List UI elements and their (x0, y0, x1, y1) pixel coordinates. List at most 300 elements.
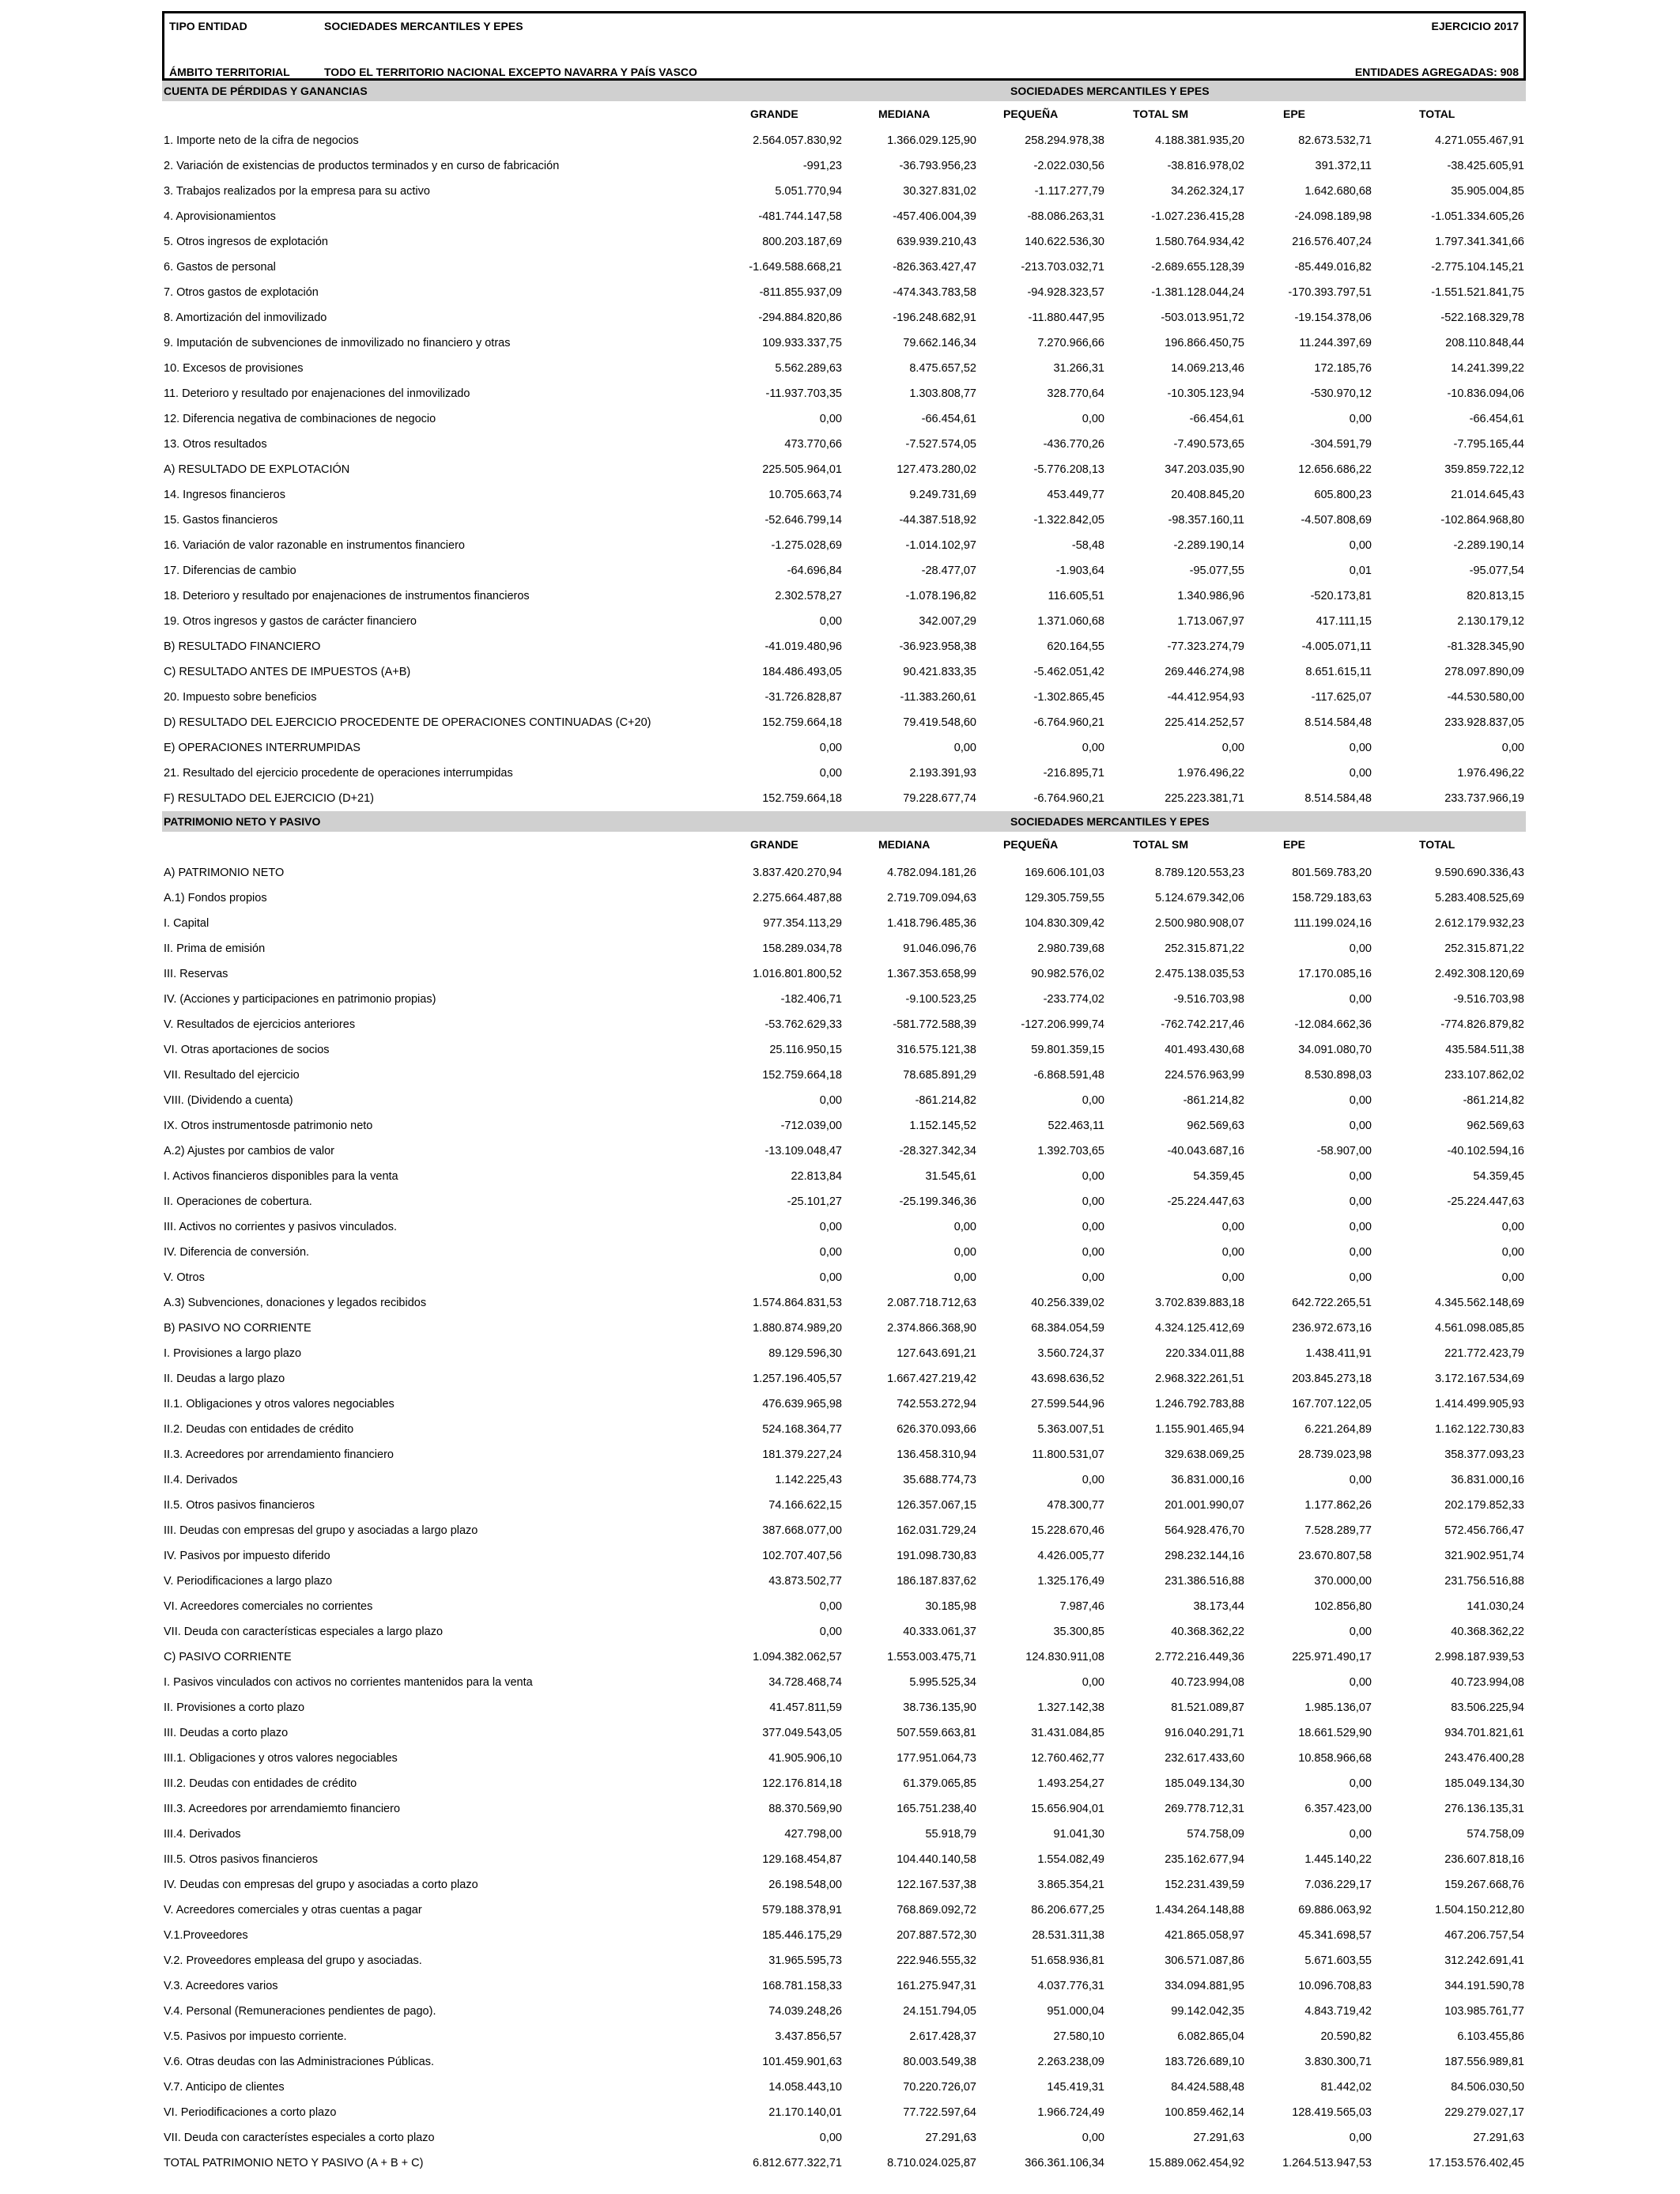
row-value-col-4: 100.859.462,14 (1165, 2106, 1244, 2119)
row-label: 6. Gastos de personal (164, 261, 276, 274)
row-label: A.2) Ajustes por cambios de valor (164, 1145, 334, 1157)
row-value-col-5: -520.173,81 (1310, 590, 1372, 602)
row-value-col-4: 4.188.381.935,20 (1155, 134, 1244, 147)
row-value-col-3: 169.606.101,03 (1025, 867, 1104, 879)
row-value-col-6: 233.107.862,02 (1444, 1069, 1524, 1082)
row-value-col-6: 40.368.362,22 (1451, 1626, 1524, 1638)
table-row (162, 1493, 1526, 1518)
row-value-col-4: 962.569,63 (1187, 1120, 1244, 1132)
row-value-col-4: 334.094.881,95 (1165, 1980, 1244, 1992)
row-label: III. Deudas a corto plazo (164, 1727, 289, 1739)
table-row (162, 735, 1526, 761)
row-value-col-3: 4.426.005,77 (1037, 1550, 1104, 1562)
row-value-col-3: 124.830.911,08 (1025, 1651, 1104, 1663)
row-value-col-4: 401.493.430,68 (1165, 1044, 1244, 1056)
report-sheet (162, 11, 1526, 2176)
row-label: IV. Deudas con empresas del grupo y asociadas a corto plazo (164, 1879, 478, 1891)
row-value-col-3: 1.966.724,49 (1037, 2106, 1104, 2119)
table-row (162, 255, 1526, 280)
row-value-col-6: 233.737.966,19 (1444, 792, 1524, 805)
row-value-col-6: -2.775.104.145,21 (1431, 261, 1524, 274)
row-label: V.2. Proveedores empleasa del grupo y asociadas. (164, 1954, 422, 1967)
row-value-col-4: 40.723.994,08 (1171, 1676, 1244, 1689)
row-value-col-3: 31.431.084,85 (1031, 1727, 1104, 1739)
row-value-col-1: 41.457.811,59 (769, 1701, 842, 1714)
row-value-col-2: 626.370.093,66 (897, 1423, 976, 1436)
row-value-col-2: 161.275.947,31 (897, 1980, 976, 1992)
header-line-entity (169, 20, 1519, 32)
pyg-table-body (162, 128, 1526, 811)
row-label: II.5. Otros pasivos financieros (164, 1499, 315, 1512)
row-value-col-3: -94.928.323,57 (1027, 286, 1104, 299)
table-row (162, 1012, 1526, 1037)
row-value-col-1: 0,00 (819, 1626, 842, 1638)
row-value-col-4: 183.726.689,10 (1165, 2056, 1244, 2068)
row-label: TOTAL PATRIMONIO NETO Y PASIVO (A + B + C) (164, 2157, 424, 2169)
table-row (162, 280, 1526, 305)
row-value-col-3: 951.000,04 (1047, 2005, 1104, 2018)
row-label: 3. Trabajos realizados por la empresa para su activo (164, 185, 430, 198)
table-row (162, 2151, 1526, 2176)
row-label: 4. Aprovisionamientos (164, 210, 276, 223)
row-label: 18. Deterioro y resultado por enajenaciones de instrumentos financieros (164, 590, 530, 602)
row-value-col-5: 82.673.532,71 (1298, 134, 1372, 147)
row-value-col-2: -826.363.427,47 (893, 261, 976, 274)
row-value-col-2: 222.946.555,32 (897, 1954, 976, 1967)
row-value-col-6: -25.224.447,63 (1447, 1195, 1524, 1208)
row-label: IX. Otros instrumentosde patrimonio neto (164, 1120, 373, 1132)
row-value-col-6: -2.289.190,14 (1453, 539, 1524, 552)
table-row (162, 961, 1526, 987)
row-value-col-2: 40.333.061,37 (903, 1626, 976, 1638)
row-label: VI. Acreedores comerciales no corrientes (164, 1600, 373, 1613)
row-label: III.1. Obligaciones y otros valores negociables (164, 1752, 398, 1765)
row-value-col-3: 453.449,77 (1047, 489, 1104, 501)
row-value-col-1: 185.446.175,29 (762, 1929, 842, 1942)
row-label: 19. Otros ingresos y gastos de carácter financiero (164, 615, 417, 628)
table-row (162, 2049, 1526, 2075)
row-label: IV. Pasivos por impuesto diferido (164, 1550, 330, 1562)
row-value-col-2: 0,00 (953, 1271, 976, 1284)
row-value-col-5: 0,00 (1349, 1474, 1372, 1486)
row-value-col-1: 225.505.964,01 (762, 463, 842, 476)
col-header-grande: GRANDE (750, 838, 798, 851)
row-value-col-5: 0,00 (1349, 1170, 1372, 1183)
column-header-row (162, 832, 1526, 852)
row-value-col-5: -58.907,00 (1316, 1145, 1372, 1157)
row-value-col-4: 225.414.252,57 (1165, 716, 1244, 729)
row-value-col-5: 5.671.603,55 (1304, 1954, 1372, 1967)
row-value-col-6: -7.795.165,44 (1453, 438, 1524, 451)
row-value-col-5: 18.661.529,90 (1298, 1727, 1372, 1739)
row-value-col-1: 0,00 (819, 413, 842, 425)
row-label: E) OPERACIONES INTERRUMPIDAS (164, 742, 361, 754)
row-value-col-3: 2.980.739,68 (1037, 942, 1104, 955)
row-value-col-4: 201.001.990,07 (1165, 1499, 1244, 1512)
table-row (162, 1796, 1526, 1822)
table-row (162, 987, 1526, 1012)
row-label: I. Pasivos vinculados con activos no corrientes mantenidos para la venta (164, 1676, 533, 1689)
row-value-col-4: 252.315.871,22 (1165, 942, 1244, 955)
table-row (162, 2125, 1526, 2151)
table-row (162, 1771, 1526, 1796)
table-row (162, 583, 1526, 609)
row-value-col-4: 8.789.120.553,23 (1155, 867, 1244, 879)
table-row (162, 1822, 1526, 1847)
row-value-col-2: 80.003.549,38 (903, 2056, 976, 2068)
row-value-col-4: 269.778.712,31 (1165, 1803, 1244, 1815)
row-value-col-6: 187.556.989,81 (1444, 2056, 1524, 2068)
row-value-col-1: 377.049.543,05 (762, 1727, 842, 1739)
row-value-col-4: 224.576.963,99 (1165, 1069, 1244, 1082)
row-value-col-1: -64.696,84 (787, 565, 842, 577)
row-value-col-1: -182.406,71 (780, 993, 842, 1006)
row-value-col-1: 3.837.420.270,94 (753, 867, 842, 879)
row-label: I. Provisiones a largo plazo (164, 1347, 302, 1360)
row-label: 1. Importe neto de la cifra de negocios (164, 134, 359, 147)
row-value-col-2: 177.951.064,73 (897, 1752, 976, 1765)
row-value-col-4: -1.381.128.044,24 (1151, 286, 1244, 299)
row-value-col-4: -38.816.978,02 (1167, 160, 1244, 172)
row-value-col-3: 11.800.531,07 (1032, 1448, 1104, 1461)
row-value-col-6: 1.976.496,22 (1457, 767, 1524, 780)
row-value-col-3: 0,00 (1082, 1676, 1104, 1689)
entidades-agregadas: ENTIDADES AGREGADAS: 908 (1354, 66, 1519, 78)
row-value-col-4: -503.013.951,72 (1161, 312, 1244, 324)
row-value-col-4: 196.866.450,75 (1165, 337, 1244, 349)
row-value-col-3: 129.305.759,55 (1025, 892, 1104, 904)
table-row (162, 659, 1526, 685)
row-value-col-6: 233.928.837,05 (1444, 716, 1524, 729)
row-value-col-5: 0,00 (1349, 742, 1372, 754)
row-value-col-6: 159.267.668,76 (1444, 1879, 1524, 1891)
row-value-col-6: 9.590.690.336,43 (1435, 867, 1524, 879)
row-label: 12. Diferencia negativa de combinaciones de negocio (164, 413, 436, 425)
row-value-col-6: 83.506.225,94 (1451, 1701, 1524, 1714)
table-row (162, 2024, 1526, 2049)
row-value-col-6: 35.905.004,85 (1451, 185, 1524, 198)
row-value-col-5: -24.098.189,98 (1294, 210, 1372, 223)
row-value-col-4: 269.446.274,98 (1165, 666, 1244, 678)
row-value-col-3: 31.266,31 (1053, 362, 1104, 375)
table-row (162, 1088, 1526, 1113)
row-value-col-5: 7.036.229,17 (1304, 1879, 1372, 1891)
row-value-col-3: 0,00 (1082, 1094, 1104, 1107)
row-value-col-2: 79.662.146,34 (903, 337, 976, 349)
row-value-col-5: 69.886.063,92 (1298, 1904, 1372, 1916)
row-value-col-2: 55.918,79 (925, 1828, 976, 1841)
row-value-col-1: 14.058.443,10 (768, 2081, 842, 2094)
table-row (162, 305, 1526, 330)
table-row (162, 1467, 1526, 1493)
row-value-col-6: 4.345.562.148,69 (1435, 1297, 1524, 1309)
row-value-col-4: -2.689.655.128,39 (1151, 261, 1244, 274)
row-value-col-1: -53.762.629,33 (764, 1018, 842, 1031)
row-value-col-1: 5.562.289,63 (775, 362, 842, 375)
row-value-col-1: 0,00 (819, 1094, 842, 1107)
table-row (162, 936, 1526, 961)
row-value-col-5: 111.199.024,16 (1293, 917, 1372, 930)
row-label: II. Deudas a largo plazo (164, 1373, 285, 1385)
row-value-col-6: 6.103.455,86 (1457, 2030, 1524, 2043)
row-value-col-6: 252.315.871,22 (1444, 942, 1524, 955)
table-row (162, 1240, 1526, 1265)
row-value-col-5: 34.091.080,70 (1298, 1044, 1372, 1056)
row-value-col-2: 9.249.731,69 (909, 489, 976, 501)
row-value-col-5: 0,00 (1349, 767, 1372, 780)
row-value-col-4: 564.928.476,70 (1165, 1524, 1244, 1537)
row-value-col-4: -9.516.703,98 (1173, 993, 1244, 1006)
row-value-col-1: -1.275.028,69 (771, 539, 842, 552)
row-value-col-1: -811.855.937,09 (759, 286, 842, 299)
row-value-col-3: 1.325.176,49 (1037, 1575, 1104, 1588)
row-label: III. Deudas con empresas del grupo y asociadas a largo plazo (164, 1524, 478, 1537)
table-row (162, 204, 1526, 229)
section-bar-balance (162, 811, 1526, 832)
row-value-col-6: 820.813,15 (1467, 590, 1524, 602)
row-value-col-4: -95.077,55 (1189, 565, 1244, 577)
row-value-col-6: 1.162.122.730,83 (1435, 1423, 1524, 1436)
row-value-col-4: 1.713.067,97 (1177, 615, 1244, 628)
row-value-col-2: 8.710.024.025,87 (887, 2157, 976, 2169)
row-value-col-1: 0,00 (819, 1600, 842, 1613)
row-value-col-4: 5.124.679.342,06 (1155, 892, 1244, 904)
row-label: V. Resultados de ejercicios anteriores (164, 1018, 356, 1031)
row-value-col-4: 347.203.035,90 (1165, 463, 1244, 476)
row-value-col-4: 2.772.216.449,36 (1155, 1651, 1244, 1663)
spacer (162, 852, 1526, 860)
row-value-col-5: 0,00 (1349, 1221, 1372, 1233)
row-value-col-4: 3.702.839.883,18 (1155, 1297, 1244, 1309)
row-value-col-3: 0,00 (1082, 1170, 1104, 1183)
table-row (162, 482, 1526, 508)
row-value-col-2: -474.343.783,58 (893, 286, 976, 299)
col-header-pequena: PEQUEÑA (1003, 108, 1059, 120)
row-value-col-3: 7.987,46 (1059, 1600, 1104, 1613)
row-label: VII. Deuda con características especiales a largo plazo (164, 1626, 444, 1638)
row-value-col-5: 0,00 (1349, 993, 1372, 1006)
table-row (162, 1898, 1526, 1923)
row-label: II.2. Deudas con entidades de crédito (164, 1423, 354, 1436)
row-value-col-6: 934.701.821,61 (1444, 1727, 1524, 1739)
row-value-col-1: 1.142.225,43 (775, 1474, 842, 1486)
row-value-col-6: -81.328.345,90 (1447, 640, 1524, 653)
row-value-col-2: -457.406.004,39 (893, 210, 976, 223)
row-value-col-2: 35.688.774,73 (903, 1474, 976, 1486)
row-value-col-4: 40.368.362,22 (1171, 1626, 1244, 1638)
row-value-col-6: -1.551.521.841,75 (1431, 286, 1524, 299)
row-value-col-2: 316.575.121,38 (897, 1044, 976, 1056)
row-value-col-1: 88.370.569,90 (768, 1803, 842, 1815)
row-value-col-3: -1.302.865,45 (1033, 691, 1104, 704)
row-value-col-2: -9.100.523,25 (905, 993, 976, 1006)
header-line-scope (169, 66, 1519, 78)
row-value-col-1: 476.639.965,98 (762, 1398, 842, 1410)
row-value-col-5: 0,00 (1349, 2132, 1372, 2144)
row-label: III.2. Deudas con entidades de crédito (164, 1777, 357, 1790)
row-value-col-2: 207.887.572,30 (897, 1929, 976, 1942)
row-label: V.1.Proveedores (164, 1929, 248, 1942)
row-value-col-3: 27.580,10 (1053, 2030, 1104, 2043)
row-value-col-4: 232.617.433,60 (1165, 1752, 1244, 1765)
row-value-col-1: 1.257.196.405,57 (753, 1373, 842, 1385)
row-value-col-4: -98.357.160,11 (1168, 514, 1244, 527)
table-row (162, 685, 1526, 710)
table-row (162, 1999, 1526, 2024)
row-value-col-5: 10.858.966,68 (1298, 1752, 1372, 1765)
row-value-col-6: 229.279.027,17 (1444, 2106, 1524, 2119)
row-value-col-4: 1.580.764.934,42 (1155, 236, 1244, 248)
row-value-col-3: -2.022.030,56 (1033, 160, 1104, 172)
row-value-col-6: -9.516.703,98 (1453, 993, 1524, 1006)
row-value-col-2: 77.722.597,64 (903, 2106, 976, 2119)
row-label: II.4. Derivados (164, 1474, 238, 1486)
ambito-label: ÁMBITO TERRITORIAL (169, 66, 290, 78)
row-value-col-4: -7.490.573,65 (1173, 438, 1244, 451)
row-value-col-5: 370.000,00 (1314, 1575, 1372, 1588)
table-row (162, 1923, 1526, 1948)
row-label: III.3. Acreedores por arrendamiemto financiero (164, 1803, 401, 1815)
row-value-col-6: 1.504.150.212,80 (1435, 1904, 1524, 1916)
row-value-col-3: 43.698.636,52 (1031, 1373, 1104, 1385)
table-row (162, 406, 1526, 432)
row-value-col-3: 15.228.670,46 (1031, 1524, 1104, 1537)
row-value-col-5: -117.625,07 (1311, 691, 1372, 704)
row-value-col-5: 8.514.584,48 (1304, 792, 1372, 805)
row-label: VI. Otras aportaciones de socios (164, 1044, 330, 1056)
row-value-col-4: 6.082.865,04 (1177, 2030, 1244, 2043)
table-row (162, 634, 1526, 659)
row-value-col-5: 8.530.898,03 (1304, 1069, 1372, 1082)
row-value-col-5: 128.419.565,03 (1292, 2106, 1372, 2119)
row-value-col-4: 14.069.213,46 (1171, 362, 1244, 375)
row-value-col-1: 102.707.407,56 (762, 1550, 842, 1562)
row-value-col-2: 0,00 (953, 1246, 976, 1259)
ejercicio-label: EJERCICIO 2017 (1431, 20, 1519, 32)
row-value-col-2: -1.078.196,82 (905, 590, 976, 602)
row-value-col-1: 0,00 (819, 2132, 842, 2144)
row-value-col-1: -25.101,27 (787, 1195, 842, 1208)
row-value-col-3: 59.801.359,15 (1031, 1044, 1104, 1056)
row-value-col-3: 1.392.703,65 (1037, 1145, 1104, 1157)
table-row (162, 1619, 1526, 1645)
col-header-total-sm: TOTAL SM (1133, 108, 1188, 120)
row-label: 17. Diferencias de cambio (164, 565, 296, 577)
table-row (162, 1543, 1526, 1569)
row-label: B) PASIVO NO CORRIENTE (164, 1322, 311, 1335)
table-row (162, 1746, 1526, 1771)
row-value-col-5: -530.970,12 (1310, 387, 1372, 400)
col-header-mediana: MEDIANA (878, 838, 931, 851)
row-value-col-2: 2.374.866.368,90 (887, 1322, 976, 1335)
row-value-col-3: 258.294.978,38 (1025, 134, 1104, 147)
row-value-col-5: 0,00 (1349, 1246, 1372, 1259)
row-label: III.4. Derivados (164, 1828, 241, 1841)
row-value-col-6: 54.359,45 (1473, 1170, 1524, 1183)
row-value-col-2: 78.685.891,29 (903, 1069, 976, 1082)
row-value-col-3: 1.493.254,27 (1037, 1777, 1104, 1790)
row-value-col-3: 0,00 (1082, 1221, 1104, 1233)
row-value-col-3: -5.776.208,13 (1033, 463, 1104, 476)
row-value-col-5: -170.393.797,51 (1288, 286, 1372, 299)
row-value-col-2: 1.303.808,77 (909, 387, 976, 400)
row-value-col-2: -36.923.958,38 (899, 640, 976, 653)
row-value-col-3: -6.764.960,21 (1033, 716, 1104, 729)
row-label: II. Provisiones a corto plazo (164, 1701, 305, 1714)
row-value-col-3: -127.206.999,74 (1021, 1018, 1104, 1031)
row-label: V.7. Anticipo de clientes (164, 2081, 285, 2094)
row-value-col-3: 620.164,55 (1047, 640, 1104, 653)
row-value-col-6: 141.030,24 (1467, 1600, 1524, 1613)
row-value-col-3: -1.117.277,79 (1034, 185, 1104, 198)
row-label: V.3. Acreedores varios (164, 1980, 278, 1992)
row-label: C) RESULTADO ANTES DE IMPUESTOS (A+B) (164, 666, 411, 678)
row-value-col-4: 329.638.069,25 (1165, 1448, 1244, 1461)
row-value-col-3: -58,48 (1071, 539, 1104, 552)
row-value-col-5: 11.244.397,69 (1299, 337, 1372, 349)
row-value-col-5: 216.576.407,24 (1292, 236, 1372, 248)
row-value-col-6: 4.271.055.467,91 (1435, 134, 1524, 147)
table-row (162, 1695, 1526, 1720)
row-value-col-5: 1.445.140,22 (1304, 1853, 1372, 1866)
table-row (162, 2100, 1526, 2125)
row-value-col-5: 801.569.783,20 (1292, 867, 1372, 879)
row-label: I. Capital (164, 917, 210, 930)
table-row (162, 1973, 1526, 1999)
row-value-col-6: 278.097.890,09 (1444, 666, 1524, 678)
row-value-col-6: -40.102.594,16 (1447, 1145, 1524, 1157)
row-value-col-1: 977.354.113,29 (763, 917, 842, 930)
row-value-col-5: 10.096.708,83 (1298, 1980, 1372, 1992)
row-value-col-3: -6.868.591,48 (1033, 1069, 1104, 1082)
row-value-col-2: -28.327.342,34 (899, 1145, 976, 1157)
row-value-col-3: 27.599.544,96 (1031, 1398, 1104, 1410)
row-value-col-1: 31.965.595,73 (768, 1954, 842, 1967)
row-value-col-3: 86.206.677,25 (1031, 1904, 1104, 1916)
table-row (162, 1518, 1526, 1543)
row-value-col-3: 1.371.060,68 (1037, 615, 1104, 628)
row-value-col-1: 25.116.950,15 (769, 1044, 842, 1056)
row-label: VII. Deuda con característes especiales a corto plazo (164, 2132, 435, 2144)
row-value-col-4: 1.246.792.783,88 (1155, 1398, 1244, 1410)
row-value-col-5: 102.856,80 (1314, 1600, 1372, 1613)
row-value-col-2: 165.751.238,40 (897, 1803, 976, 1815)
row-value-col-2: 31.545,61 (925, 1170, 976, 1183)
row-value-col-3: 104.830.309,42 (1025, 917, 1104, 930)
row-value-col-4: -40.043.687,16 (1167, 1145, 1244, 1157)
row-value-col-4: -44.412.954,93 (1167, 691, 1244, 704)
row-value-col-4: 235.162.677,94 (1165, 1853, 1244, 1866)
row-value-col-3: 7.270.966,66 (1037, 337, 1104, 349)
row-value-col-6: 2.492.308.120,69 (1435, 968, 1524, 980)
row-value-col-1: 5.051.770,94 (775, 185, 842, 198)
row-value-col-6: 36.831.000,16 (1451, 1474, 1524, 1486)
row-label: VI. Periodificaciones a corto plazo (164, 2106, 337, 2119)
row-value-col-1: 22.813,84 (791, 1170, 842, 1183)
row-value-col-2: 1.418.796.485,36 (887, 917, 976, 930)
row-value-col-6: 962.569,63 (1467, 1120, 1524, 1132)
table-row (162, 1214, 1526, 1240)
row-value-col-4: 34.262.324,17 (1171, 185, 1244, 198)
row-value-col-3: 0,00 (1082, 2132, 1104, 2144)
row-value-col-1: 43.873.502,77 (768, 1575, 842, 1588)
row-value-col-2: 104.440.140,58 (897, 1853, 976, 1866)
section-title-pyg: CUENTA DE PÉRDIDAS Y GANANCIAS (164, 85, 368, 97)
row-value-col-3: 12.760.462,77 (1031, 1752, 1104, 1765)
row-value-col-3: -1.903,64 (1055, 565, 1104, 577)
row-value-col-6: -102.864.968,80 (1440, 514, 1524, 527)
row-value-col-1: 2.302.578,27 (775, 590, 842, 602)
